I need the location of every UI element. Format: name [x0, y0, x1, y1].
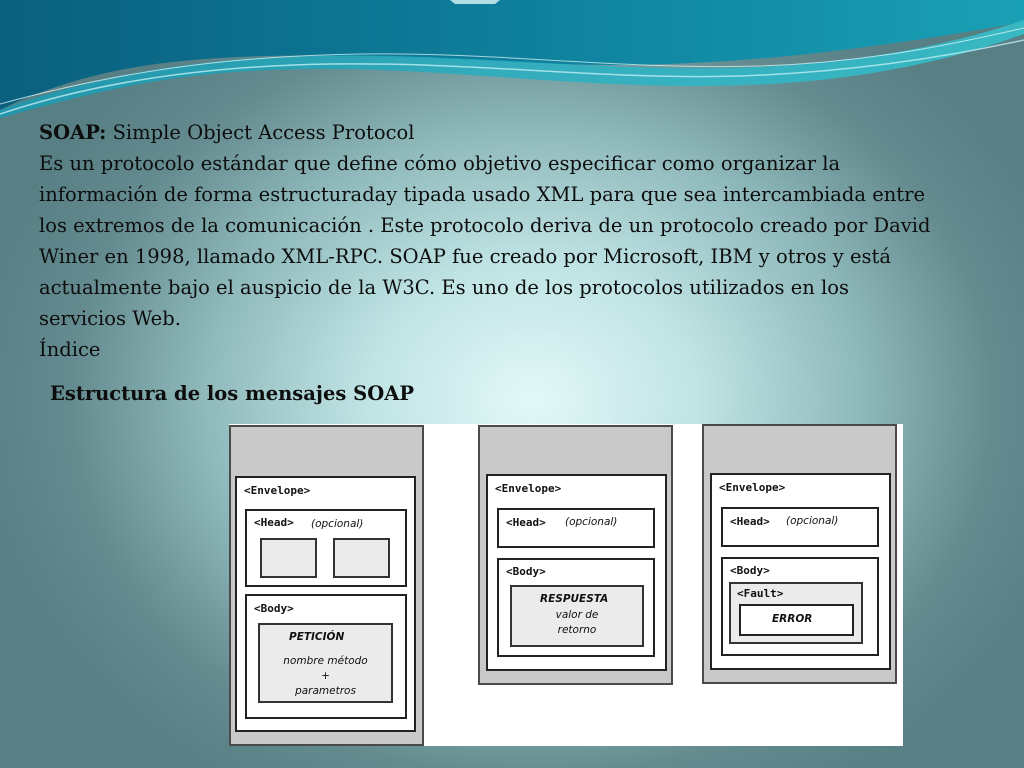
fault-panel — [702, 424, 897, 684]
fault-head-label: <Head> — [730, 515, 770, 528]
request-detail-line-3: parametros — [295, 685, 356, 697]
fault-fault-box — [729, 582, 863, 644]
fault-body-box — [721, 557, 879, 656]
fault-fault-label: <Fault> — [737, 587, 784, 600]
request-head-optional: (opcional) — [311, 518, 364, 530]
slide-text-block — [39, 117, 939, 365]
fault-head-optional: (opcional) — [786, 515, 839, 527]
index-link[interactable]: Índice — [39, 338, 101, 361]
fault-error-box — [739, 604, 854, 636]
request-body-box — [245, 594, 407, 719]
response-head-optional: (opcional) — [565, 516, 618, 528]
soap-structure-diagram — [229, 424, 903, 746]
response-respuesta-title: RESPUESTA — [540, 593, 609, 605]
heading-bold: SOAP: — [39, 121, 107, 144]
response-panel — [478, 425, 673, 685]
request-head-box — [245, 509, 407, 587]
description-paragraph: Es un protocolo estándar que define cómo objetivo especificar como organizar la información de forma estructuraday tipada usado XML para que sea intercambiada entre los extremos de la comunicación . Este protocolo deriva de un protocolo creado por David Winer en 1998, llamado XML-RPC. SOAP fue creado por Microsoft, IBM y otros y está actualmente bajo el auspicio de la W3C. Es uno de los protocolos utilizados en los servicios Web. — [39, 152, 931, 330]
response-detail-line-2: retorno — [557, 624, 597, 636]
fault-envelope-box — [710, 473, 891, 670]
request-body-label: <Body> — [254, 602, 294, 615]
response-respuesta-details — [512, 608, 642, 638]
response-detail-line-1: valor de — [555, 609, 599, 621]
response-head-label: <Head> — [506, 516, 546, 529]
request-head-block-left — [260, 538, 317, 578]
request-detail-line-1: nombre método — [283, 655, 368, 667]
response-body-box — [497, 558, 655, 657]
response-envelope-box — [486, 474, 667, 671]
header-wave-decoration — [0, 0, 1024, 120]
request-peticion-details — [260, 654, 391, 699]
fault-envelope-label: <Envelope> — [719, 481, 786, 494]
fault-error-title: ERROR — [772, 613, 813, 625]
response-body-label: <Body> — [506, 565, 546, 578]
response-head-box — [497, 508, 655, 548]
diagram-subtitle: Estructura de los mensajes SOAP — [50, 382, 414, 405]
heading-rest: Simple Object Access Protocol — [106, 121, 415, 144]
response-envelope-label: <Envelope> — [495, 482, 562, 495]
request-envelope-box — [235, 476, 416, 732]
response-respuesta-box — [510, 585, 644, 647]
request-panel — [229, 425, 424, 746]
request-head-label: <Head> — [254, 516, 294, 529]
request-peticion-box — [258, 623, 393, 703]
fault-body-label: <Body> — [730, 564, 770, 577]
request-envelope-label: <Envelope> — [244, 484, 311, 497]
request-head-block-right — [333, 538, 390, 578]
fault-head-box — [721, 507, 879, 547]
request-peticion-title: PETICIÓN — [289, 631, 345, 643]
request-detail-line-2: + — [321, 670, 330, 682]
